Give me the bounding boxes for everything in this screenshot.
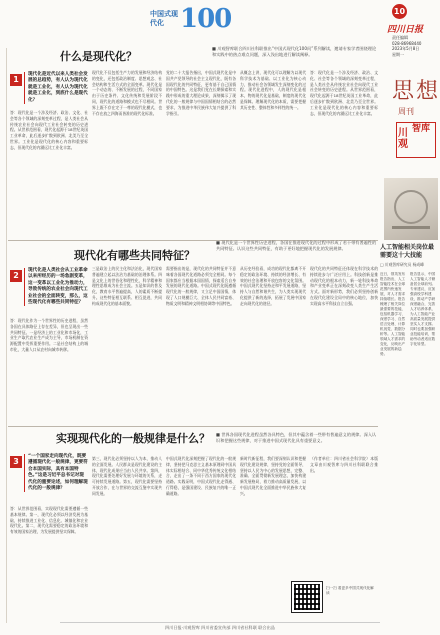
question-box: 现代化是人类社会从工业革命以来所经历的一场急剧变革，这一变革以工业化为推动力，导致传统的农业社会向现代工业社会的全面转变，那么，这些现代化有哪些共同特征？ <box>24 268 88 306</box>
body-column: 现代化不仅包括生产力的发展和经济结构的变化，还包括政治制度、思想观念、社会结构和生活方式的全面变革。现代化是一个动态的、不断发展的过程，不同国家由于历史条件、文化传统和发展阶段不同，现代化的道路和模式也不尽相同。世界上既不存在定于一尊的现代化模式，也不存在放之四海而皆准的现代化标准。 <box>92 70 162 116</box>
meta-line: 责任编辑 <box>392 35 408 40</box>
badge-number: 100 <box>180 4 232 34</box>
body-column: 从历史经验看，成功的现代化都离不开稳定的政治环境、持续的经济增长、有效的社会治理和开放包容的文化氛围。中国式现代化坚持走和平发展道路，坚持人与自然和谐共生，为人类实现现代化提供了新的选择，拓展了发展中国家走向现代化的途径。 <box>240 266 306 306</box>
badge-text: 中国式现代化 <box>150 10 178 27</box>
page-number: 10 <box>392 4 407 19</box>
page-footer: 四川日报·川观智库 四川省委宣传部 四川省社科联 联合出品 <box>60 622 380 632</box>
body-column: 现代化的共同特征还体现在科学技术的持续进步与广泛应用上。科技创新是推动现代化的根本动力，新一轮科技革命和产业变革正在深刻改变人类生产生活方式。面对新形势，我们必须坚持创新在现代化建设全局中的核心地位，加快实现高水平科技自立自强。 <box>310 266 378 306</box>
body-column: 答：现代化是一个涉及经济、政治、文化、社会等各个领域的深刻变革过程，是人类社会从传统农业社会向现代工业社会转变的历史进程。从世界范围看，现代化起源于18世纪英国工业革命，此后逐步扩散到欧洲、北美乃至全世界。工业化是现代化的核心内容和重要标志，但现代化的内涵远比工业化丰富。 <box>310 70 378 116</box>
section-heading: 实现现代化的一般规律是什么？ <box>56 432 210 445</box>
question-number: 1 <box>10 74 22 86</box>
section-title: 思想 <box>392 79 440 104</box>
issue-meta <box>392 35 438 57</box>
feature-column: 报告显示，中国人工智能人才储备居全球前列。专家建议，应加强高校学科建设，推动产学研深度融合，完善人才培养体系，为人工智能产业高质量发展提供坚实人才支撑。同时也要加强职业技能培训，帮助劳动者适应数字化转型。 <box>410 272 436 346</box>
qr-caption: 扫一扫 看更多中国式现代化解读 <box>326 586 374 595</box>
body-column: 中国式现代化深刻把握了现代化的一般规律，坚持把马克思主义基本原理同中国具体实际相结合、同中华优秀传统文化相结合，走出了一条不同于西方国家的现代化道路。实践证明，中国式现代化走得通、行得稳，是强国建设、民族复兴的唯一正确道路。 <box>166 456 236 496</box>
section-heading: 什么是现代化？ <box>60 50 137 63</box>
meta-line: 2023年5月8日 <box>392 46 420 51</box>
section-subtitle: 周刊 <box>398 107 414 116</box>
qr-code[interactable] <box>292 582 322 612</box>
body-column: 三是政治上的民主化和法治化，现代国家普遍建立起以法治为基础的治理体系。四是文化上的世俗化和理性化，科学精神和理性思维成为社会主流。五是知识的普及化，教育水平普遍提高，人的素质不断提升。这些特征相互联系、相互促进，共同构成现代化的基本面貌。 <box>92 266 162 306</box>
section-intro: ■ 现代化是一个世界性历史进程，各国在推进现代化的过程中形成了若干带有普遍性的共同特征。认识这些共同特征，有助于更好地把握现代化的发展规律。 <box>216 240 377 251</box>
section-divider <box>8 426 378 427</box>
body-column: 新时代新征程，我们要深刻认识和把握现代化建设规律，坚持党的全面领导，坚持以人民为中心的发展思想，完整、准确、全面贯彻新发展理念，加快构建新发展格局，着力推动高质量发展，以中国式现代化全面推进中华民族伟大复兴。 <box>240 456 306 496</box>
meta-line: 028-86968440 <box>392 40 422 46</box>
paper-name: 四川日报 <box>387 25 424 35</box>
feature-column: 近日，领英发布报告指出，人工智能技术在全球范围内快速发展，对人才需求持续增长。报告梳理了相关岗位最需要的技能，包括机器学习、深度学习、自然语言处理、计算机视觉、数据分析等。人工智能领域人才需求的变化，反映出产业发展的新趋势。 <box>380 272 406 356</box>
column-logo: 川观 <box>398 128 408 150</box>
body-column: 从概念上讲，现代化可以理解为以现代科学技术为基础、以工业化为核心动力，推动社会各领域发生深刻变化的过程。现代化进程中，人的现代化是根本，物的现代化是基础，制度的现代化是保障。理解现代化的本质，需要把握其历史性、整体性和多样性的统一。 <box>240 70 306 110</box>
body-column: 答：现代化作为一个世界性的历史进程，虽然各国在具体路径上存在差异，但也呈现出一些共同特征。一是经济上的工业化和市场化，工业生产取代农业生产成为主导，市场机制在资源配置中发挥重要作用。二是社会结构上的城市化，大量人口从农村向城市转移。 <box>10 318 88 352</box>
column-logo-sub: 智库 <box>412 124 431 134</box>
section-heading: 现代化有哪些共同特征？ <box>74 249 195 262</box>
body-column: 答：现代化是一个涉及经济、政治、文化、社会等各个领域的深刻变革过程，是人类社会从传统农业社会向现代工业社会转变的历史进程。从世界范围看，现代化起源于18世纪英国工业革命，此后逐步扩散到欧洲、北美乃至全世界。工业化是现代化的核心内容和重要标志，但现代化的内涵远比工业化丰富。 <box>10 110 88 150</box>
series-badge <box>150 4 254 42</box>
image-shape <box>392 226 430 229</box>
body-column: 答：从世界范围看，实现现代化需要遵循一些基本规律。第一，现代化必须以经济发展为基础，持续推进工业化、信息化、城镇化和农业现代化。第二，现代化需要稳定的政治环境和有效的国家治理，为发展提供坚实保障。 <box>10 506 88 535</box>
feature-author: □ 川观智库研究员 杨成峰 <box>380 262 424 267</box>
body-column: （作者单位：四川省社会科学院）本版文章由川观智库与四川社科联联合推出。 <box>310 456 378 473</box>
section-intro: ■ 世界各国现代化进程虽然各具特色，但其中蕴含着一些带有普遍意义的规律。深入认识和把握这些规律，对于推进中国式现代化具有重要意义。 <box>216 432 377 443</box>
body-column: 需要指出的是，现代化的共同特征并不意味着各国现代化道路必须完全相同。每个国家都应当根据本国国情，探索适合自身发展的现代化道路。中国式现代化既遵循现代化的一般规律，又立足中国国情，体现了人口规模巨大、全体人民共同富裕、物质文明和精神文明相协调等中国特色。 <box>166 266 236 306</box>
left-rule <box>6 48 7 623</box>
question-box: “一个国家走向现代化，既要遵循现代化一般规律，更要符合本国实际，具有本国特色。”这是习近平总书记对现代化的重要论述，如何理解现代化的一般规律？ <box>24 454 88 492</box>
question-number: 2 <box>10 270 22 282</box>
image-shape <box>394 190 428 224</box>
body-column: 第三，现代化必须坚持以人为本，推动人的全面发展。人民群众是现代化建设的主体，现代化成果应当由人民共享。第四，现代化需要处理好发展与环境的关系，走可持续发展道路。第五，现代化需要坚持开放合作，在与世界的交流互鉴中实现共同发展。 <box>92 456 162 496</box>
body-column: 党的二十大报告指出，中国式现代化是中国共产党领导的社会主义现代化，既有各国现代化的共同特征，更有基于自己国情的中国特色。这是我们党在长期探索和实践中形成的重大理论成果，深刻揭示了现代化的一般规律与中国国情相结合的必然要求，为推进中华民族伟大复兴提供了科学指引。 <box>166 70 236 116</box>
question-number: 3 <box>10 456 22 468</box>
feature-image <box>384 178 438 240</box>
meta-line: 星期一 <box>392 51 404 57</box>
question-box: 现代化是近代以来人类社会发展的总趋势，有人认为现代化就是工业化，有人认为现代化就是工业化，到底什么是现代化？ <box>24 72 88 104</box>
lead-note: ■ 川观智库联合四川社科联推出“中国式现代化100问”系列解读，邀请专家学者围绕理论和实践中的热点难点问题，深入浅出地进行解读阐释。 <box>212 46 377 57</box>
feature-title: 人工智能相关岗位最需要这十大技能 <box>380 244 435 259</box>
